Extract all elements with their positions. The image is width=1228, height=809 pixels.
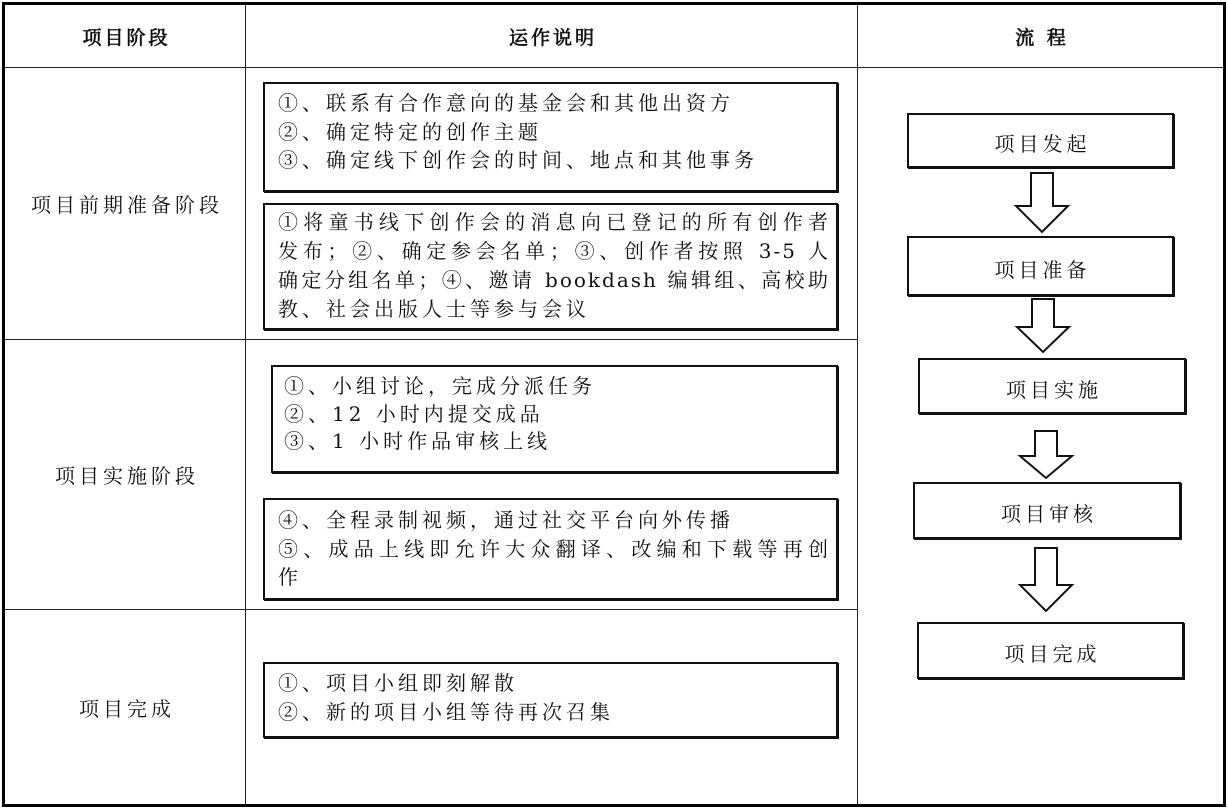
description-line: ②、确定特定的创作主题	[278, 119, 542, 144]
header-flow	[858, 5, 1223, 68]
description-box	[263, 82, 838, 192]
description-line: ④、全程录制视频，通过社交平台向外传播	[278, 508, 734, 532]
flow-step-complete	[917, 622, 1184, 679]
description-line: 确定分组名单；④、邀请 bookdash 编辑组、高校助	[278, 268, 830, 292]
description-line: ③、确定线下创作会的时间、地点和其他事务	[278, 148, 758, 172]
flow-step-review	[913, 482, 1181, 539]
description-line: 发布；②、确定参会名单；③、创作者按照 3-5 人	[278, 239, 830, 263]
description-box	[263, 203, 838, 330]
header-description	[246, 5, 858, 68]
description-cell-completion	[246, 610, 858, 804]
flow-step-prepare	[907, 236, 1174, 296]
flow-step-label: 项目准备	[994, 257, 1091, 282]
stage-label: 项目前期准备阶段	[31, 193, 223, 217]
description-line: ②、12 小时内提交成品	[284, 401, 544, 426]
description-box	[263, 498, 838, 600]
description-line: 教、社会出版人士等参与会议	[278, 297, 590, 321]
flow-step-label: 项目完成	[1004, 642, 1101, 666]
description-line: ①、小组讨论，完成分派任务	[284, 374, 596, 398]
stage-cell-completion	[5, 610, 246, 804]
description-cell-preparation	[246, 68, 858, 340]
description-line: ③、1 小时作品审核上线	[284, 429, 552, 453]
description-line: ①、项目小组即刻解散	[278, 671, 518, 695]
flow-step-label: 项目发起	[994, 132, 1091, 156]
description-line: ①、联系有合作意向的基金会和其他出资方	[278, 91, 734, 115]
stage-cell-preparation	[5, 68, 246, 340]
flow-cell	[858, 68, 1223, 804]
header-description-label: 运作说明	[508, 26, 597, 49]
down-arrow-icon	[1014, 172, 1070, 234]
header-stage	[5, 5, 246, 68]
description-line: ②、新的项目小组等待再次召集	[278, 700, 614, 724]
down-arrow-icon	[1018, 547, 1074, 613]
description-box	[271, 365, 838, 473]
description-box	[263, 662, 838, 738]
description-line: ⑤、成品上线即允许大众翻译、改编和下载等再创	[278, 536, 830, 561]
description-cell-implementation	[246, 340, 858, 610]
flow-step-label: 项目实施	[1006, 377, 1102, 402]
description-line: ①将童书线下创作会的消息向已登记的所有创作者	[278, 210, 830, 234]
header-flow-label: 流 程	[1015, 26, 1069, 49]
stage-label: 项目完成	[79, 696, 175, 721]
header-stage-label: 项目阶段	[82, 26, 171, 49]
flow-step-initiate	[907, 113, 1174, 168]
stage-label: 项目实施阶段	[55, 464, 199, 488]
flow-step-label: 项目审核	[1001, 502, 1097, 526]
stage-cell-implementation	[5, 340, 246, 610]
down-arrow-icon	[1018, 430, 1074, 480]
flow-step-implement	[918, 358, 1186, 414]
down-arrow-icon	[1015, 298, 1071, 354]
description-line: 作	[278, 565, 302, 589]
